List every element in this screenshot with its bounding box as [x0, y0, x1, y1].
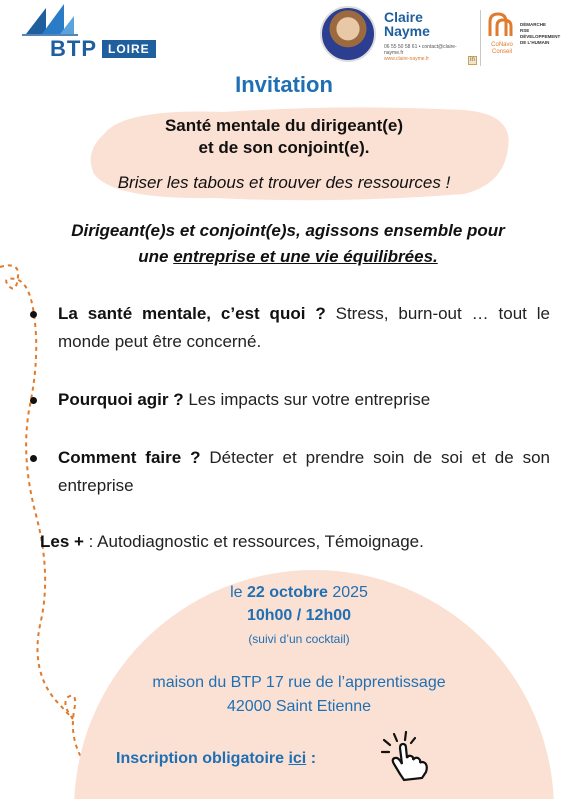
- claire-contact: 06 55 50 58 61 • contact@claire-nayme.fr www.claire-nayme.fr: [384, 44, 457, 62]
- registration-link[interactable]: ici: [288, 750, 307, 767]
- registration-line: Inscription obligatoire ici :: [116, 750, 317, 767]
- bullet-dot: [30, 397, 37, 404]
- tagline-underlined: entreprise et une vie équilibrées.: [173, 247, 438, 266]
- bullet-dot: [30, 455, 37, 462]
- demarche-text: DÉMARCHE RSE DÉVELOPPEMENT DE L'HUMAIN: [520, 22, 561, 45]
- btp-logo-text: BTP: [50, 36, 97, 61]
- event-time: 10h00 / 12h00: [246, 607, 352, 624]
- list-item: Pourquoi agir ? Les impacts sur votre entreprise: [28, 386, 550, 414]
- page-title: Invitation: [235, 72, 333, 97]
- linkedin-icon[interactable]: in: [468, 56, 477, 65]
- conavo-logo-icon: [486, 10, 516, 40]
- event-date: le 22 octobre 2025: [230, 584, 368, 601]
- header-divider: [480, 10, 481, 66]
- subtitle-heading: Santé mentale du dirigeant(e) et de son conjoint(e).: [164, 116, 404, 157]
- conavo-logo-text: CoNavo Conseil: [491, 42, 513, 55]
- event-note: (suivi d’un cocktail): [248, 632, 350, 646]
- event-address-line1: maison du BTP 17 rue de l’apprentissage: [152, 674, 446, 691]
- click-hand-icon[interactable]: [380, 730, 434, 782]
- tagline: Dirigeant(e)s et conjoint(e)s, agissons ensemble pour une entreprise et une vie équilibrées.: [71, 221, 505, 266]
- event-address-line2: 42000 Saint Etienne: [226, 698, 372, 715]
- bullet-dot: [30, 311, 37, 318]
- subtitle-tagline: Briser les tabous et trouver des ressources !: [117, 173, 451, 192]
- claire-name: Claire Nayme: [384, 9, 430, 39]
- list-item: Comment faire ? Détecter et prendre soin de soi et de son entreprise: [28, 444, 550, 500]
- extras-line: Les + : Autodiagnostic et ressources, Témoignage.: [40, 532, 424, 551]
- list-item: La santé mentale, c’est quoi ? Stress, burn-out … tout le monde peut être concerné.: [28, 300, 550, 356]
- claire-avatar: [320, 6, 376, 62]
- loire-logo-text: LOIRE: [102, 40, 156, 58]
